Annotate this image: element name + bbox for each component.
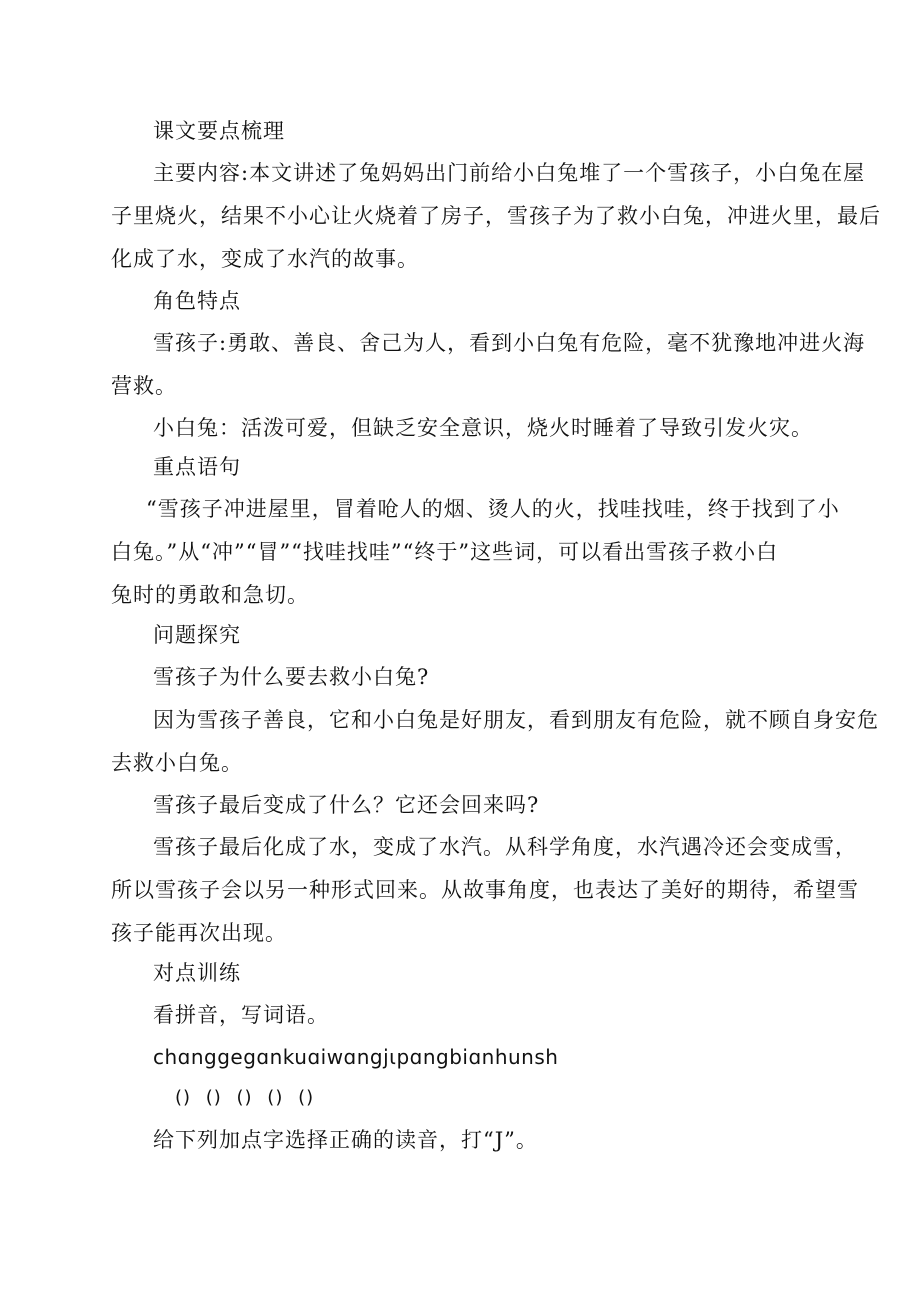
outline-heading: 课文要点梳理 — [153, 119, 285, 143]
practice-task-1: 看拼音，写词语。 — [153, 1003, 329, 1027]
key-sentence-line-2: 白兔。”从“冲”“冒”“找哇找哇”“终于”这些词，可以看出雪孩子救小白 — [111, 540, 779, 564]
snow-child-line-1: 雪孩子:勇敢、善良、舍己为人，看到小白兔有危险，毫不犹豫地冲进火海 — [153, 331, 866, 355]
pinyin-line: chɑnggegɑnkuɑiwɑngjιpɑngbiɑnhunsh — [153, 1045, 559, 1069]
answer-2-line-3: 孩子能再次出现。 — [111, 921, 287, 945]
answer-brackets: () () () () () — [175, 1087, 315, 1108]
snow-child-line-2: 营救。 — [111, 374, 177, 398]
answer-1-line-1: 因为雪孩子善良，它和小白兔是好朋友，看到朋友有危险，就不顾自身安危 — [153, 708, 879, 732]
answer-2-line-1: 雪孩子最后化成了水，变成了水汽。从科学角度，水汽遇冷还会变成雪， — [153, 835, 857, 859]
key-sentence-line-3: 兔时的勇敢和急切。 — [111, 583, 309, 607]
key-sentence-line-1: “雪孩子冲进屋里，冒着呛人的烟、烫人的火，找哇找哇，终于找到了小 — [146, 497, 840, 521]
main-content-line-2: 子里烧火，结果不小心让火烧着了房子，雪孩子为了救小白兔，冲进火里，最后 — [111, 204, 881, 228]
main-content-line-3: 化成了水，变成了水汽的故事。 — [111, 247, 419, 271]
questions-heading: 问题探究 — [153, 623, 241, 647]
answer-2-line-2: 所以雪孩子会以另一种形式回来。从故事角度，也表达了美好的期待，希望雪 — [111, 878, 859, 902]
key-sentences-heading: 重点语句 — [153, 455, 241, 479]
characters-heading: 角色特点 — [153, 289, 241, 313]
white-rabbit-line: 小白兔：活泼可爱，但缺乏安全意识，烧火时睡着了导致引发火灾。 — [153, 416, 813, 440]
question-2: 雪孩子最后变成了什么？它还会回来吗? — [153, 793, 540, 817]
answer-1-line-2: 去救小白兔。 — [111, 751, 243, 775]
practice-heading: 对点训练 — [153, 961, 241, 985]
question-1: 雪孩子为什么要去救小白兔? — [153, 665, 430, 689]
main-content-line-1: 主要内容:本文讲述了兔妈妈出门前给小白兔堆了一个雪孩子，小白兔在屋 — [153, 161, 866, 185]
practice-task-2: 给下列加点字选择正确的读音，打“J”。 — [153, 1128, 538, 1152]
